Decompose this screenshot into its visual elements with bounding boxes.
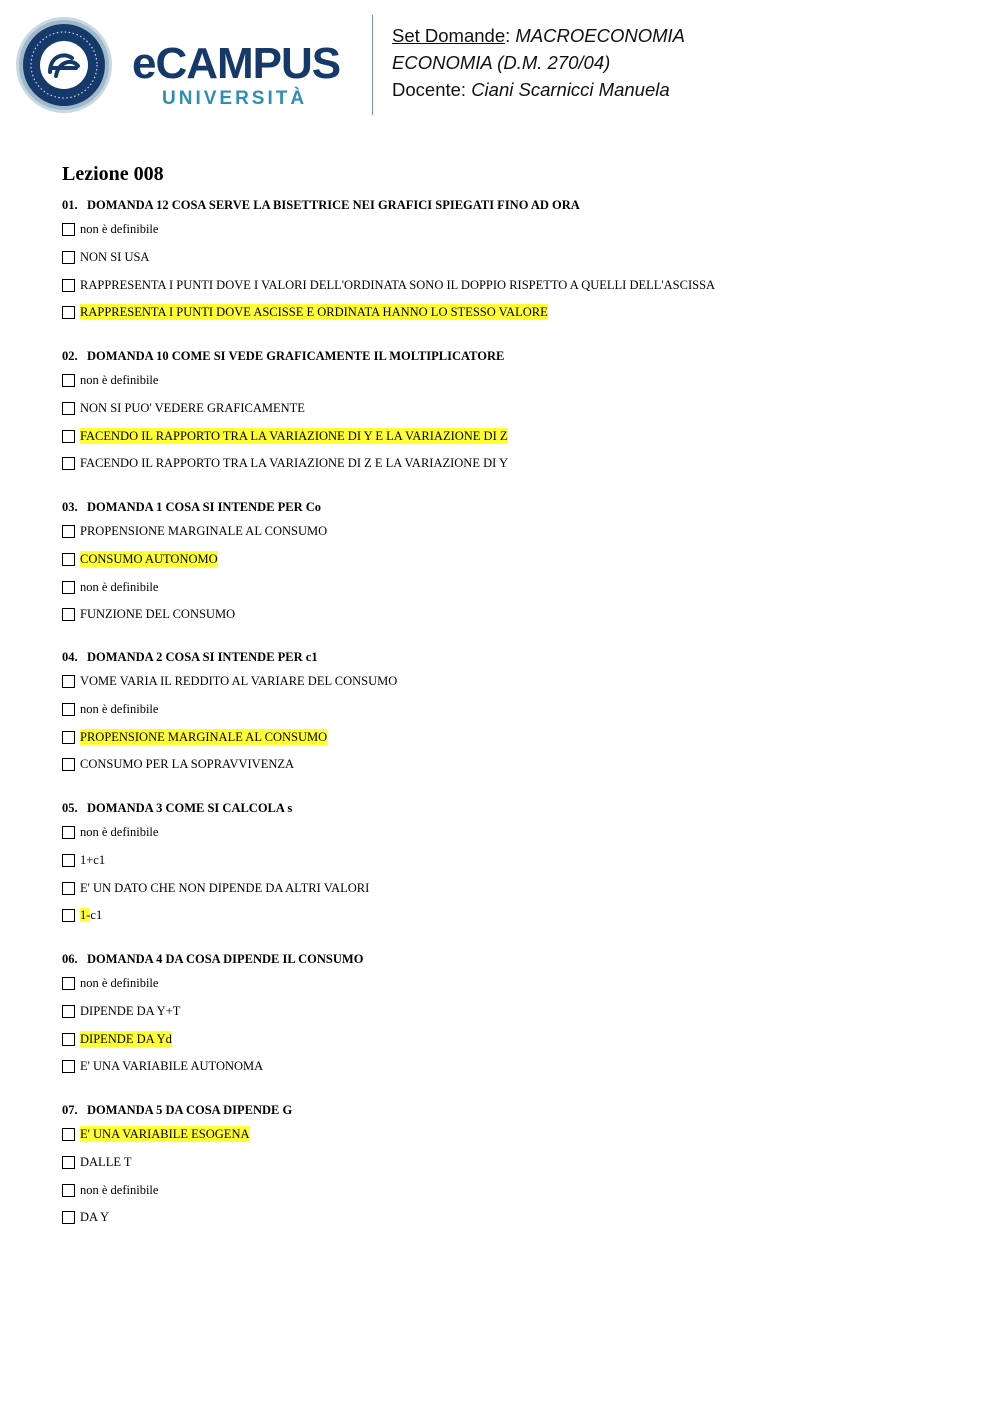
option-text: E' UN DATO CHE NON DIPENDE DA ALTRI VALORI — [80, 880, 370, 895]
question-text: DOMANDA 2 COSA SI INTENDE PER c1 — [87, 650, 318, 664]
question-text: DOMANDA 3 COME SI CALCOLA s — [87, 801, 293, 815]
option-text-highlighted: 1- — [80, 908, 91, 923]
answer-option[interactable] — [62, 750, 962, 778]
checkbox[interactable] — [62, 758, 75, 771]
answer-option[interactable] — [62, 366, 962, 394]
checkbox[interactable] — [62, 525, 75, 538]
teacher-line — [392, 76, 685, 103]
question-number: 03. — [62, 500, 78, 514]
option-text: NON SI PUO' VEDERE GRAFICAMENTE — [80, 400, 305, 415]
question-title — [62, 1102, 962, 1120]
question-title — [62, 197, 962, 215]
page-header — [0, 0, 1000, 130]
checkbox[interactable] — [62, 977, 75, 990]
checkbox[interactable] — [62, 1005, 75, 1018]
option-text: CONSUMO PER LA SOPRAVVIVENZA — [80, 757, 295, 772]
option-text-highlighted: DIPENDE DA Yd — [80, 1031, 172, 1046]
answer-option[interactable] — [62, 243, 962, 271]
option-text: DIPENDE DA Y+T — [80, 1003, 181, 1018]
question-number: 01. — [62, 198, 78, 212]
answer-option[interactable] — [62, 997, 962, 1025]
option-text: RAPPRESENTA I PUNTI DOVE I VALORI DELL'ORDINATA SONO IL DOPPIO RISPETTO A QUELLI DELL'ASCISSA — [80, 277, 716, 292]
checkbox[interactable] — [62, 731, 75, 744]
answer-option-correct[interactable] — [62, 901, 962, 929]
checkbox[interactable] — [62, 1033, 75, 1046]
checkbox[interactable] — [62, 1211, 75, 1224]
teacher-name: Ciani Scarnicci Manuela — [471, 79, 670, 100]
answer-option[interactable] — [62, 695, 962, 723]
question-block — [62, 348, 962, 477]
answer-option[interactable] — [62, 667, 962, 695]
question-title — [62, 348, 962, 366]
answer-option-correct[interactable] — [62, 723, 962, 751]
option-text: PROPENSIONE MARGINALE AL CONSUMO — [80, 524, 328, 538]
answer-option-correct[interactable] — [62, 298, 962, 326]
set-value-line1: MACROECONOMIA — [515, 25, 685, 46]
option-text: non è definibile — [80, 825, 159, 839]
set-line: Set Domande: MACROECONOMIA — [392, 25, 685, 46]
option-text: non è definibile — [80, 701, 159, 716]
option-text-rest: c1 — [90, 908, 103, 923]
answer-option-correct[interactable] — [62, 545, 962, 573]
option-text: DALLE T — [80, 1154, 132, 1169]
answer-option-correct[interactable] — [62, 422, 962, 450]
answer-option[interactable] — [62, 1203, 962, 1231]
checkbox[interactable] — [62, 608, 75, 621]
question-title — [62, 499, 962, 517]
option-text-highlighted: FACENDO IL RAPPORTO TRA LA VARIAZIONE DI Y E LA VARIAZIONE DI Z — [80, 428, 508, 443]
answer-option[interactable] — [62, 1176, 962, 1204]
checkbox[interactable] — [62, 826, 75, 839]
question-number: 06. — [62, 952, 78, 966]
answer-option[interactable] — [62, 818, 962, 846]
brand-subtitle: UNIVERSITÀ — [162, 88, 308, 109]
answer-option[interactable] — [62, 969, 962, 997]
checkbox[interactable] — [62, 279, 75, 292]
question-number: 04. — [62, 650, 78, 664]
question-title — [62, 800, 962, 818]
checkbox[interactable] — [62, 1184, 75, 1197]
question-text: DOMANDA 1 COSA SI INTENDE PER Co — [87, 500, 322, 514]
option-text-highlighted: PROPENSIONE MARGINALE AL CONSUMO — [80, 729, 328, 744]
answer-option[interactable] — [62, 600, 962, 628]
checkbox[interactable] — [62, 909, 75, 922]
option-text: DA Y — [80, 1210, 110, 1225]
option-text: non è definibile — [80, 222, 159, 236]
set-value-line2: ECONOMIA (D.M. 270/04) — [392, 52, 611, 73]
option-text-highlighted: E' UNA VARIABILE ESOGENA — [80, 1127, 250, 1141]
checkbox[interactable] — [62, 675, 75, 688]
question-title — [62, 649, 962, 667]
question-block — [62, 499, 962, 628]
answer-option[interactable] — [62, 517, 962, 545]
teacher-label: Docente: — [392, 79, 467, 100]
checkbox[interactable] — [62, 402, 75, 415]
answer-option[interactable] — [62, 271, 962, 299]
checkbox[interactable] — [62, 457, 75, 470]
set-line-2 — [392, 49, 685, 76]
question-text: DOMANDA 12 COSA SERVE LA BISETTRICE NEI GRAFICI SPIEGATI FINO AD ORA — [87, 198, 580, 212]
question-text: DOMANDA 10 COME SI VEDE GRAFICAMENTE IL MOLTIPLICATORE — [87, 349, 505, 363]
answer-option[interactable] — [62, 215, 962, 243]
checkbox[interactable] — [62, 1128, 75, 1141]
option-text-highlighted: RAPPRESENTA I PUNTI DOVE ASCISSE E ORDINATA HANNO LO STESSO VALORE — [80, 305, 548, 320]
question-block — [62, 649, 962, 778]
checkbox[interactable] — [62, 223, 75, 236]
answer-option-correct[interactable] — [62, 1120, 962, 1148]
answer-option[interactable] — [62, 1148, 962, 1176]
question-number: 02. — [62, 349, 78, 363]
question-block — [62, 800, 962, 929]
answer-option[interactable] — [62, 573, 962, 601]
option-text: non è definibile — [80, 976, 159, 990]
checkbox[interactable] — [62, 306, 75, 319]
option-text: non è definibile — [80, 1182, 159, 1197]
lesson-title: Lezione 008 — [62, 163, 164, 185]
checkbox[interactable] — [62, 703, 75, 716]
checkbox[interactable] — [62, 553, 75, 566]
header-info — [392, 22, 685, 103]
option-text: VOME VARIA IL REDDITO AL VARIARE DEL CONSUMO — [80, 674, 398, 688]
checkbox[interactable] — [62, 854, 75, 867]
answer-option[interactable] — [62, 394, 962, 422]
option-text: NON SI USA — [80, 249, 150, 264]
checkbox[interactable] — [62, 1156, 75, 1169]
option-text: non è definibile — [80, 373, 159, 387]
option-text — [80, 907, 102, 923]
question-block — [62, 1102, 962, 1231]
header-divider — [372, 15, 373, 115]
question-text: DOMANDA 5 DA COSA DIPENDE G — [87, 1103, 293, 1117]
set-label: Set Domande — [392, 25, 506, 46]
option-text: FACENDO IL RAPPORTO TRA LA VARIAZIONE DI Z E LA VARIAZIONE DI Y — [80, 456, 508, 471]
answer-option[interactable] — [62, 846, 962, 874]
question-number: 07. — [62, 1103, 78, 1117]
option-text: FUNZIONE DEL CONSUMO — [80, 607, 236, 622]
question-block — [62, 197, 962, 326]
answer-option[interactable] — [62, 874, 962, 902]
option-text: E' UNA VARIABILE AUTONOMA — [80, 1059, 264, 1074]
checkbox[interactable] — [62, 251, 75, 264]
option-text-highlighted: CONSUMO AUTONOMO — [80, 551, 218, 566]
checkbox[interactable] — [62, 581, 75, 594]
answer-option[interactable] — [62, 1052, 962, 1080]
option-text: 1+c1 — [80, 852, 106, 867]
checkbox[interactable] — [62, 1060, 75, 1073]
brand-wordmark: eCAMPUS — [132, 39, 341, 88]
checkbox[interactable] — [62, 882, 75, 895]
university-seal-logo — [14, 16, 114, 114]
checkbox[interactable] — [62, 374, 75, 387]
answer-option[interactable] — [62, 449, 962, 477]
answer-option-correct[interactable] — [62, 1025, 962, 1053]
checkbox[interactable] — [62, 430, 75, 443]
question-title — [62, 951, 962, 969]
option-text: non è definibile — [80, 579, 159, 594]
question-block — [62, 951, 962, 1080]
question-text: DOMANDA 4 DA COSA DIPENDE IL CONSUMO — [87, 952, 364, 966]
question-number: 05. — [62, 801, 78, 815]
